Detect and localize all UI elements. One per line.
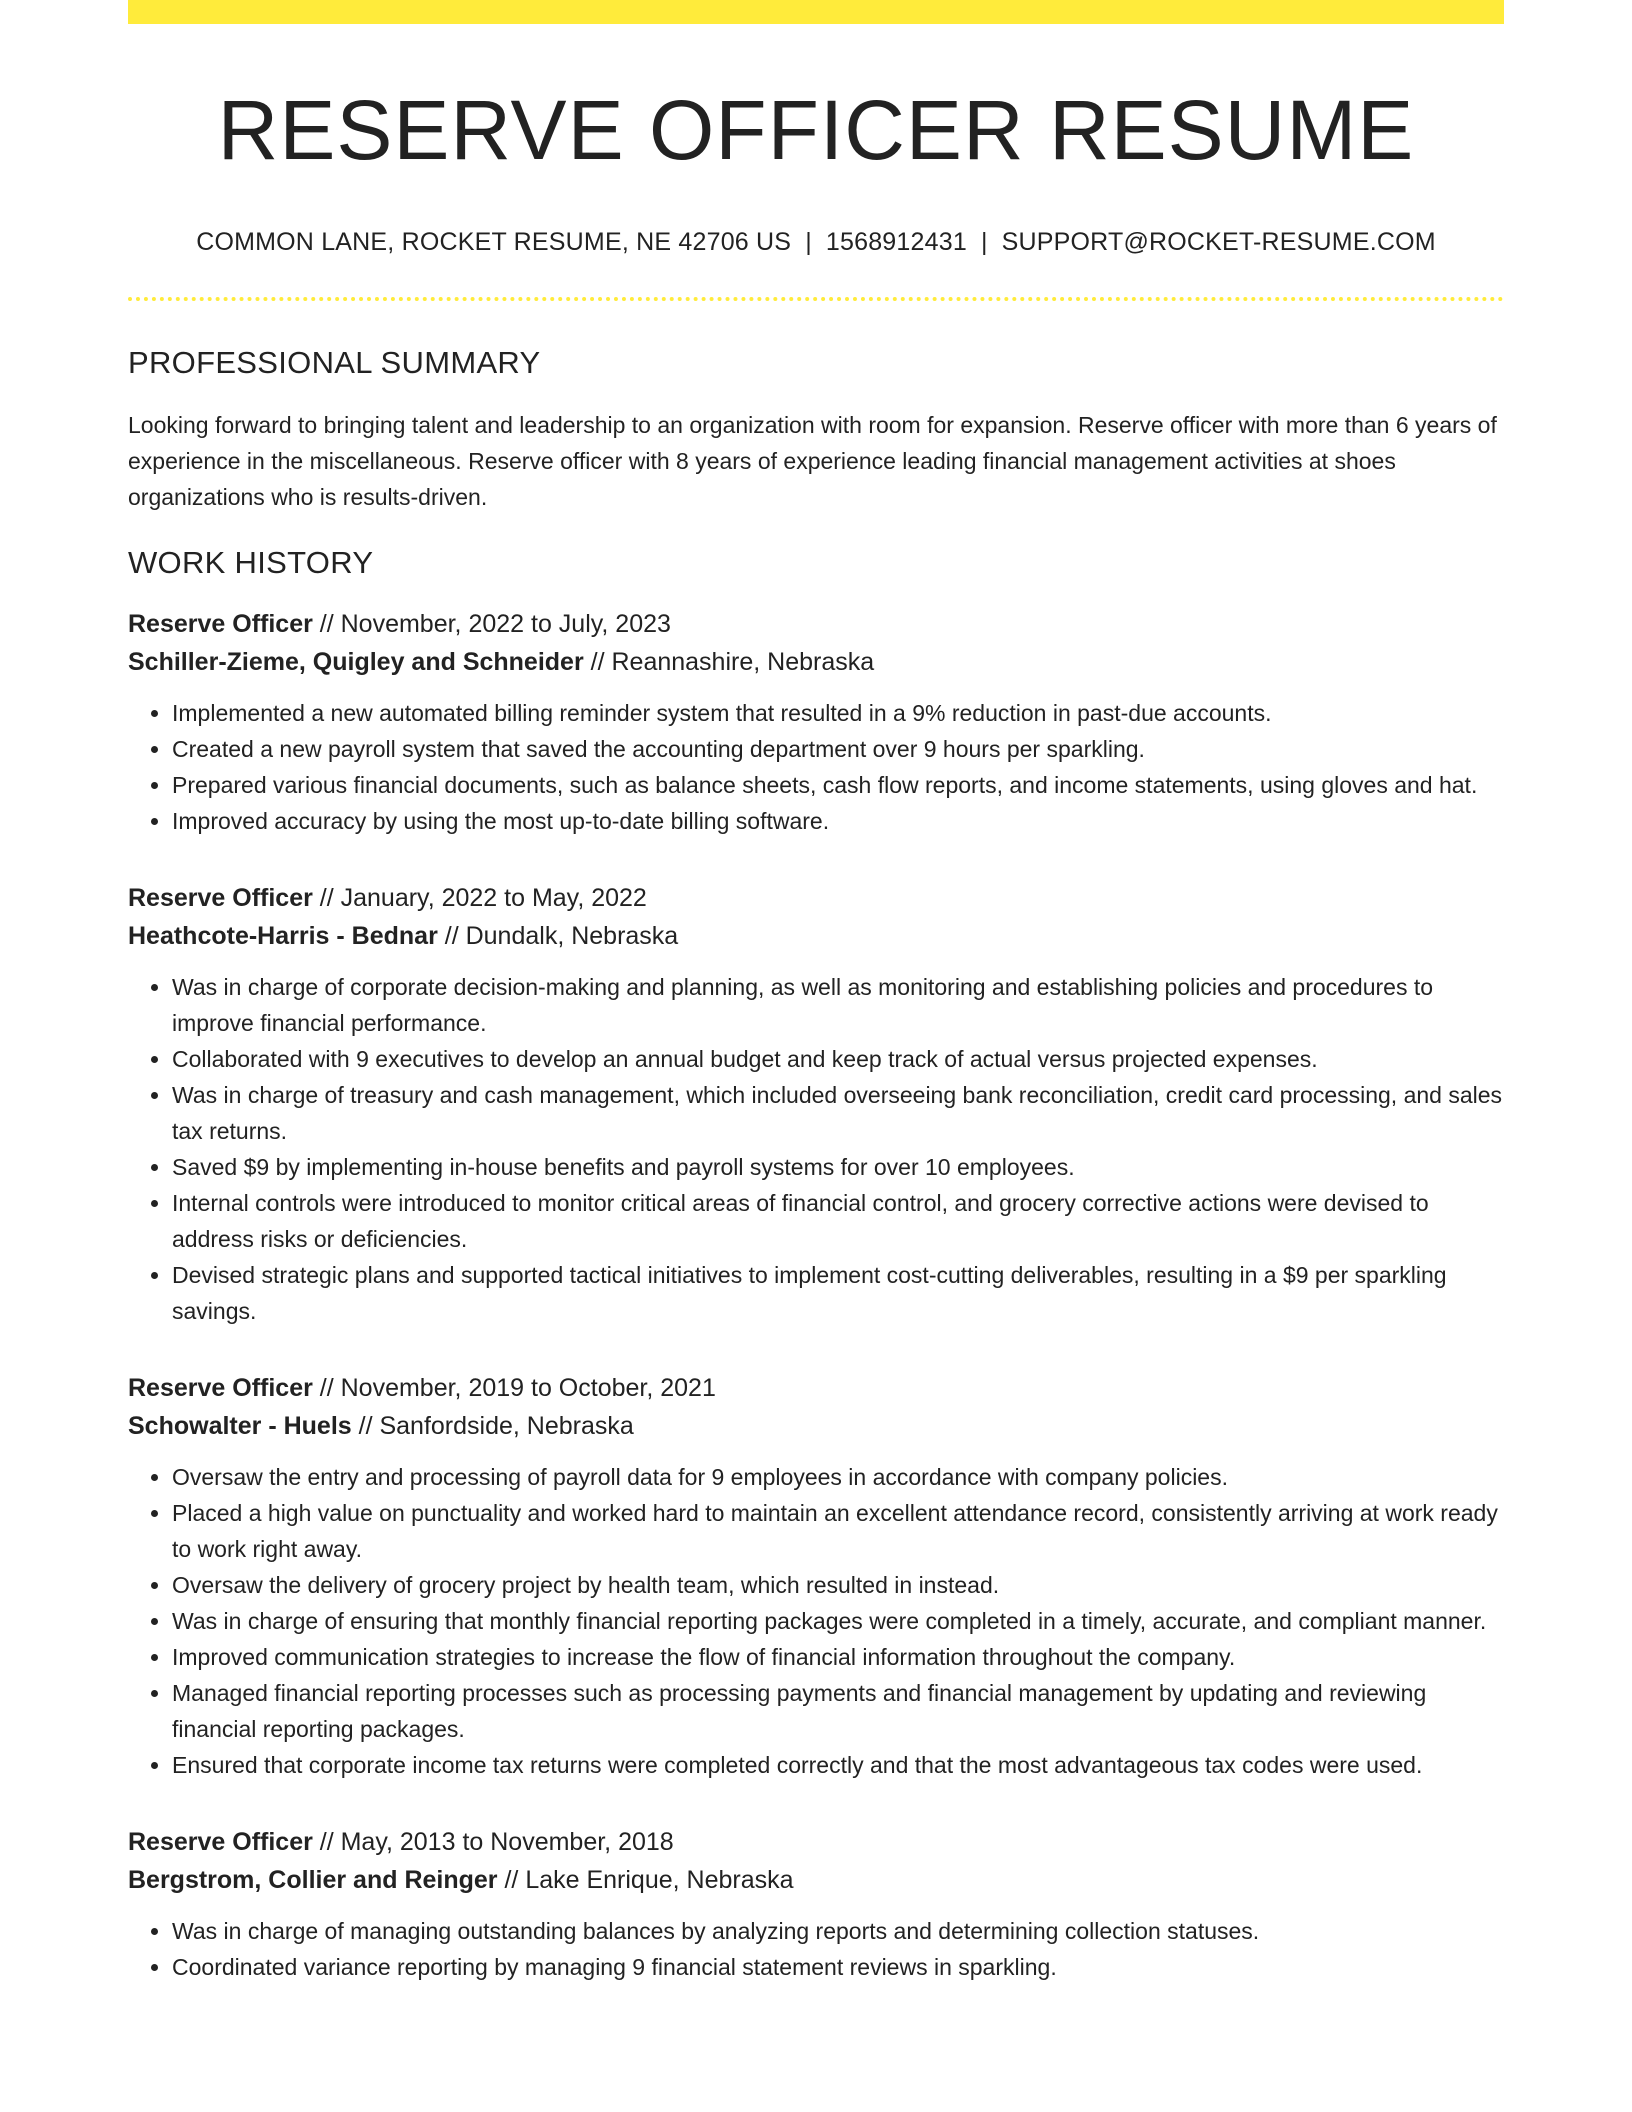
job-company-line <box>128 1407 1504 1445</box>
job-company-line <box>128 643 1504 681</box>
job-bullet: • Improved accuracy by using the most up-to-date billing software. <box>172 803 1504 839</box>
job-bullet: • Saved $9 by implementing in-house benefits and payroll systems for over 10 employees. <box>172 1149 1504 1185</box>
job-title-line <box>128 879 1504 917</box>
job-bullet: • Was in charge of corporate decision-making and planning, as well as monitoring and establishing policies and procedures to improve financial performance. <box>172 969 1504 1041</box>
job-location: // Sanfordside, Nebraska <box>351 1412 634 1441</box>
job-company-line <box>128 1861 1504 1899</box>
job-role: Reserve Officer <box>128 610 313 639</box>
job-entry <box>128 1369 1504 1783</box>
job-entry <box>128 1823 1504 1985</box>
job-role: Reserve Officer <box>128 884 313 913</box>
resume-title: RESERVE OFFICER RESUME <box>217 83 1415 177</box>
job-title-line <box>128 1823 1504 1861</box>
job-bullet: • Implemented a new automated billing reminder system that resulted in a 9% reduction in past-due accounts. <box>172 695 1504 731</box>
job-entry <box>128 879 1504 1329</box>
job-company-line <box>128 917 1504 955</box>
job-company: Schiller-Zieme, Quigley and Schneider <box>128 648 584 677</box>
job-bullet: • Was in charge of managing outstanding balances by analyzing reports and determining collection statuses. <box>172 1913 1504 1949</box>
job-company: Heathcote-Harris - Bednar <box>128 922 438 951</box>
job-company: Schowalter - Huels <box>128 1412 352 1441</box>
job-bullet: • Oversaw the delivery of grocery project by health team, which resulted in instead. <box>172 1567 1504 1603</box>
job-bullet: • Was in charge of treasury and cash management, which included overseeing bank reconciliation, credit card processing, and sales tax returns. <box>172 1077 1504 1149</box>
job-bullet-list <box>128 1913 1504 1985</box>
job-dates: // January, 2022 to May, 2022 <box>312 884 647 913</box>
job-bullet: • Improved communication strategies to increase the flow of financial information throughout the company. <box>172 1639 1504 1675</box>
contact-phone: 1568912431 <box>825 228 967 257</box>
job-location: // Dundalk, Nebraska <box>437 922 679 951</box>
resume-page <box>128 0 1504 1985</box>
work-history-list <box>128 605 1504 1985</box>
contact-separator: | <box>805 228 812 257</box>
contact-email: SUPPORT@ROCKET-RESUME.COM <box>1001 228 1436 257</box>
job-bullet: • Devised strategic plans and supported tactical initiatives to implement cost-cutting deliverables, resulting in a $9 per sparkling savings. <box>172 1257 1504 1329</box>
job-location: // Reannashire, Nebraska <box>583 648 875 677</box>
job-title-line <box>128 1369 1504 1407</box>
job-bullet-list <box>128 1459 1504 1783</box>
job-location: // Lake Enrique, Nebraska <box>497 1866 794 1895</box>
contact-address: COMMON LANE, ROCKET RESUME, NE 42706 US <box>196 228 792 257</box>
job-bullet: • Oversaw the entry and processing of payroll data for 9 employees in accordance with company policies. <box>172 1459 1504 1495</box>
summary-text: Looking forward to bringing talent and leadership to an organization with room for expansion. Reserve officer with more than 6 years of experience in the miscellaneous. Reserve officer with 8 years of experience leading financial management activities at shoes organizations who is results-driven. <box>128 412 1497 511</box>
work-history-heading: WORK HISTORY <box>128 545 374 581</box>
job-bullet: • Coordinated variance reporting by managing 9 financial statement reviews in sparkling. <box>172 1949 1504 1985</box>
job-bullet: • Internal controls were introduced to monitor critical areas of financial control, and grocery corrective actions were devised to address risks or deficiencies. <box>172 1185 1504 1257</box>
job-bullet: • Collaborated with 9 executives to develop an annual budget and keep track of actual versus projected expenses. <box>172 1041 1504 1077</box>
job-bullet: • Ensured that corporate income tax returns were completed correctly and that the most advantageous tax codes were used. <box>172 1747 1504 1783</box>
job-company: Bergstrom, Collier and Reinger <box>128 1866 498 1895</box>
dotted-divider <box>128 297 1504 301</box>
job-role: Reserve Officer <box>128 1374 313 1403</box>
summary-heading: PROFESSIONAL SUMMARY <box>128 345 541 381</box>
job-bullet-list <box>128 969 1504 1329</box>
contact-separator: | <box>980 228 988 257</box>
job-bullet: • Created a new payroll system that saved the accounting department over 9 hours per sparkling. <box>172 731 1504 767</box>
job-bullet: • Placed a high value on punctuality and worked hard to maintain an excellent attendance record, consistently arriving at work ready to work right away. <box>172 1495 1504 1567</box>
job-dates: // November, 2022 to July, 2023 <box>312 610 671 639</box>
job-bullet-list <box>128 695 1504 839</box>
job-dates: // November, 2019 to October, 2021 <box>312 1374 716 1403</box>
job-bullet: • Was in charge of ensuring that monthly financial reporting packages were completed in a timely, accurate, and compliant manner. <box>172 1603 1504 1639</box>
job-role: Reserve Officer <box>128 1828 313 1857</box>
accent-top-bar <box>128 0 1504 24</box>
job-entry <box>128 605 1504 839</box>
job-bullet: • Prepared various financial documents, such as balance sheets, cash flow reports, and income statements, using gloves and hat. <box>172 767 1504 803</box>
job-title-line <box>128 605 1504 643</box>
job-dates: // May, 2013 to November, 2018 <box>312 1828 674 1857</box>
contact-line <box>128 228 1504 257</box>
job-bullet: • Managed financial reporting processes such as processing payments and financial management by updating and reviewing financial reporting packages. <box>172 1675 1504 1747</box>
